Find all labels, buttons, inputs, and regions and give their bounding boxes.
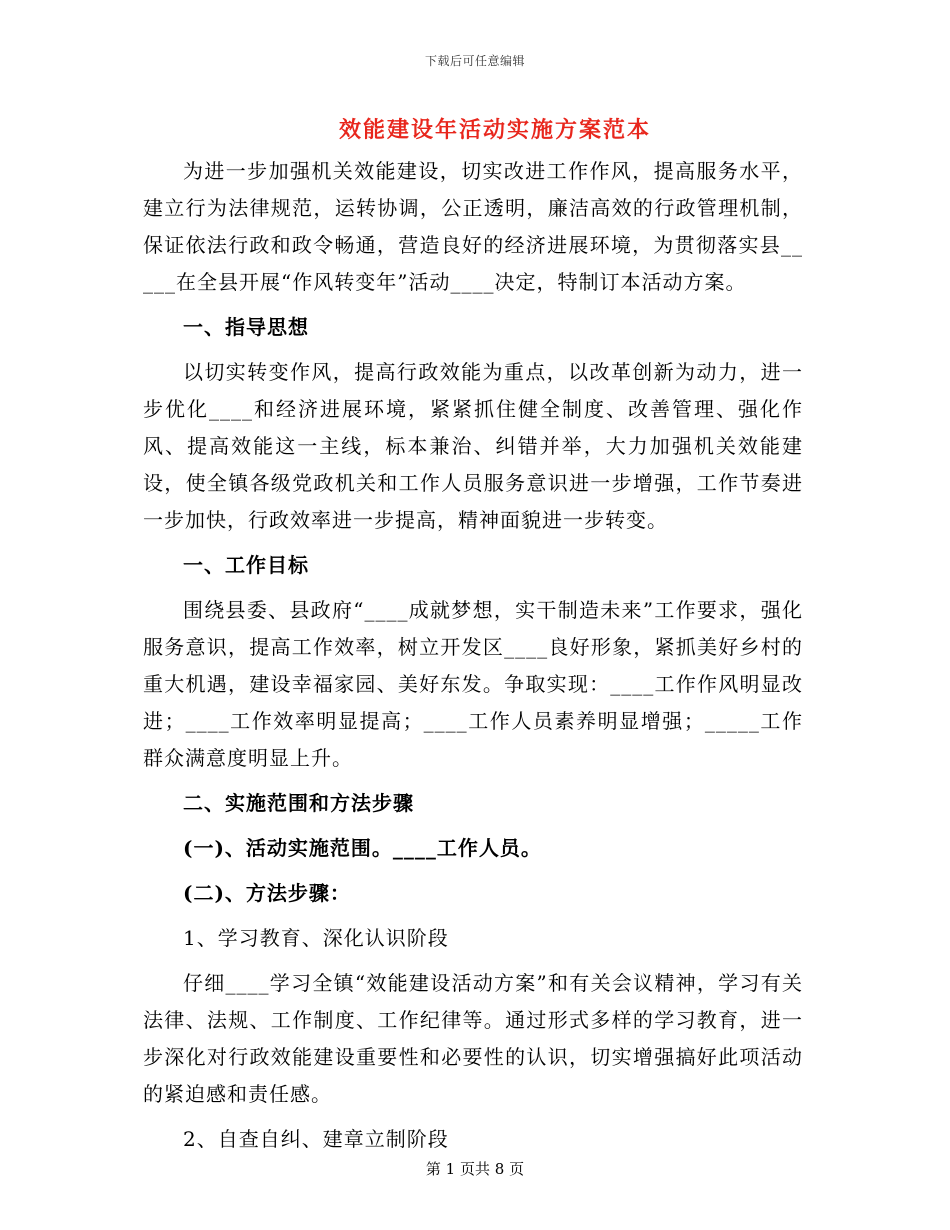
step1-body: 仔细____学习全镇“效能建设活动方案”和有关会议精神，学习有关法律、法规、工作制度、工作纪律等。通过形式多样的学习教育，进一步深化对行政效能建设重要性和必要性的认识，切实增强搞好此项活动的紧迫感和责任感。 bbox=[143, 971, 803, 1106]
header-note: 下载后可任意编辑 bbox=[424, 54, 525, 68]
step1-title: 1、学习教育、深化认识阶段 bbox=[183, 926, 449, 950]
section-body-guiding-thought: 以切实转变作风，提高行政效能为重点，以改革创新为动力，进一步优化____和经济进展环境，紧紧抓住健全制度、改善管理、强化作风、提高效能这一主线，标本兼治、纠错并举，大力加强机关效能建设，使全镇各级党政机关和工作人员服务意识进一步增强，工作节奏进一步加快，行政效率进一步提高，精神面貌进一步转变。 bbox=[143, 360, 803, 532]
section-body-work-goals: 围绕县委、县政府“____成就梦想，实干制造未来”工作要求，强化服务意识，提高工作效率，树立开发区____良好形象，紧抓美好乡村的重大机遇，建设幸福家园、美好东发。争取实现：____工作作风明显改进；____工作效率明显提高；____工作人员素养明显增强；_____工作群众满意度明显上升。 bbox=[143, 598, 803, 770]
section-heading-work-goals: 一、工作目标 bbox=[183, 553, 309, 577]
subsection-steps: (二)、方法步骤： bbox=[183, 881, 351, 905]
document-title: 效能建设年活动实施方案范本 bbox=[338, 117, 651, 143]
section-heading-guiding-thought: 一、指导思想 bbox=[183, 315, 309, 339]
subsection-scope: (一)、活动实施范围。____工作人员。 bbox=[183, 836, 542, 860]
section-heading-scope-and-steps: 二、实施范围和方法步骤 bbox=[183, 791, 414, 815]
step2-title: 2、自查自纠、建章立制阶段 bbox=[183, 1127, 449, 1151]
document-body bbox=[143, 153, 803, 1158]
intro-paragraph: 为进一步加强机关效能建设，切实改进工作作风，提高服务水平，建立行为法律规范，运转协调，公正透明，廉洁高效的行政管理机制，保证依法行政和政令畅通，营造良好的经济进展环境，为贯彻落实县_____在全县开展“作风转变年”活动____决定，特制订本活动方案。 bbox=[143, 159, 803, 294]
page-footer: 第 1 页共 8 页 bbox=[425, 1160, 525, 1178]
